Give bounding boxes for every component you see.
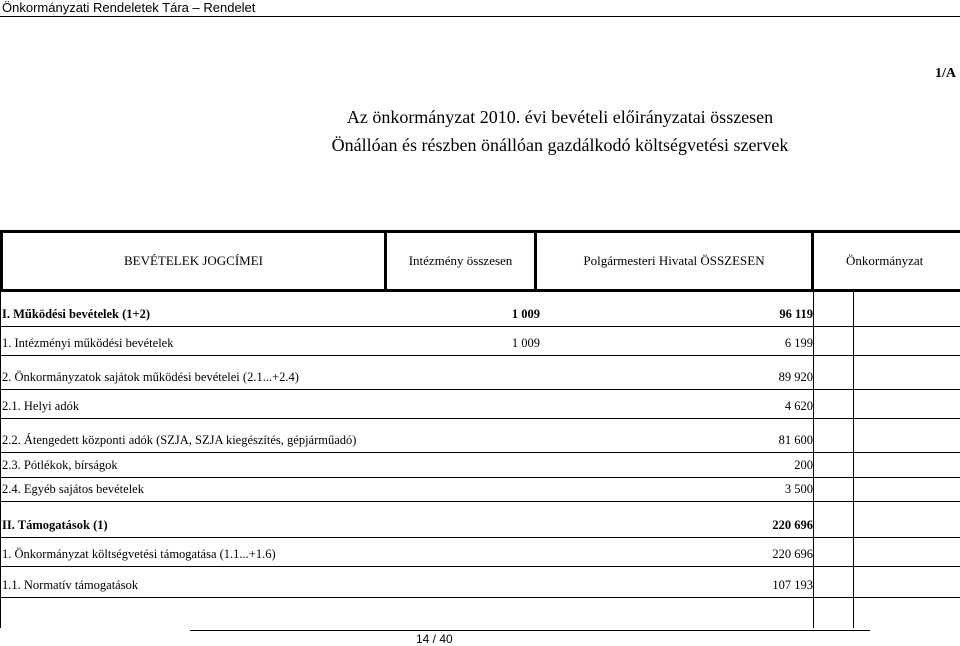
mayors-office-total-value: 220 696 (772, 547, 813, 561)
table-row (0, 502, 960, 538)
table-row (0, 327, 960, 356)
annex-label: 1/A (935, 66, 956, 81)
mayors-office-total-value: 3 500 (784, 482, 813, 496)
table-row (0, 478, 960, 502)
row-label: 2. Önkormányzatok sajátok működési bevételei (2.1...+2.4) (2, 370, 299, 384)
row-label: 2.2. Átengedett központi adók (SZJA, SZJA kiegészítés, gépjárműadó) (2, 433, 357, 447)
table-row (0, 419, 960, 453)
mayors-office-total-value: 4 620 (784, 399, 813, 413)
row-label: 1. Önkormányzat költségvetési támogatása (1.1...+1.6) (2, 547, 276, 561)
table-row (0, 453, 960, 478)
row-label: 1. Intézményi működési bevételek (2, 336, 174, 350)
mayors-office-total-value: 107 193 (772, 578, 813, 592)
table-row (0, 538, 960, 567)
table-row (0, 390, 960, 419)
row-label: 2.4. Egyéb sajátos bevételek (2, 482, 144, 496)
revenue-table (0, 230, 960, 628)
table-row (0, 356, 960, 390)
page-number: 14 / 40 (416, 632, 453, 646)
mayors-office-total-value: 96 119 (779, 307, 813, 321)
table-header-row (0, 230, 960, 292)
document-title: Önkormányzati Rendeletek Tára – Rendelet (2, 0, 256, 15)
column-header-institution-total: Intézmény összesen (387, 233, 537, 289)
row-label: I. Működési bevételek (1+2) (2, 307, 151, 321)
mayors-office-total-value: 6 199 (784, 336, 813, 350)
table-row (0, 292, 960, 327)
mayors-office-total-value: 81 600 (778, 433, 813, 447)
mayors-office-total-value: 89 920 (778, 370, 813, 384)
row-label: 1.1. Normatív támogatások (2, 578, 139, 592)
page-subtitle: Önállóan és részben önállóan gazdálkodó költségvetési szervek (331, 135, 789, 155)
institution-total-value: 1 009 (511, 336, 540, 350)
institution-total-value: 1 009 (511, 307, 540, 321)
row-label: 2.1. Helyi adók (2, 399, 80, 413)
mayors-office-total-value: 220 696 (772, 518, 813, 532)
mayors-office-total-value: 200 (794, 458, 813, 472)
table-row (0, 567, 960, 598)
row-label: II. Támogatások (1) (2, 518, 108, 532)
column-header-revenue-titles: BEVÉTELEK JOGCÍMEI (0, 233, 387, 289)
row-label: 2.3. Pótlékok, bírságok (2, 458, 118, 472)
document-header (0, 0, 960, 17)
page-title: Az önkormányzat 2010. évi bevételi előirányzatai összesen (346, 107, 774, 127)
footer-divider (190, 630, 870, 631)
column-header-municipality: Önkormányzat (846, 253, 924, 268)
column-header-mayors-office-total: Polgármesteri Hivatal ÖSSZESEN (537, 233, 814, 289)
